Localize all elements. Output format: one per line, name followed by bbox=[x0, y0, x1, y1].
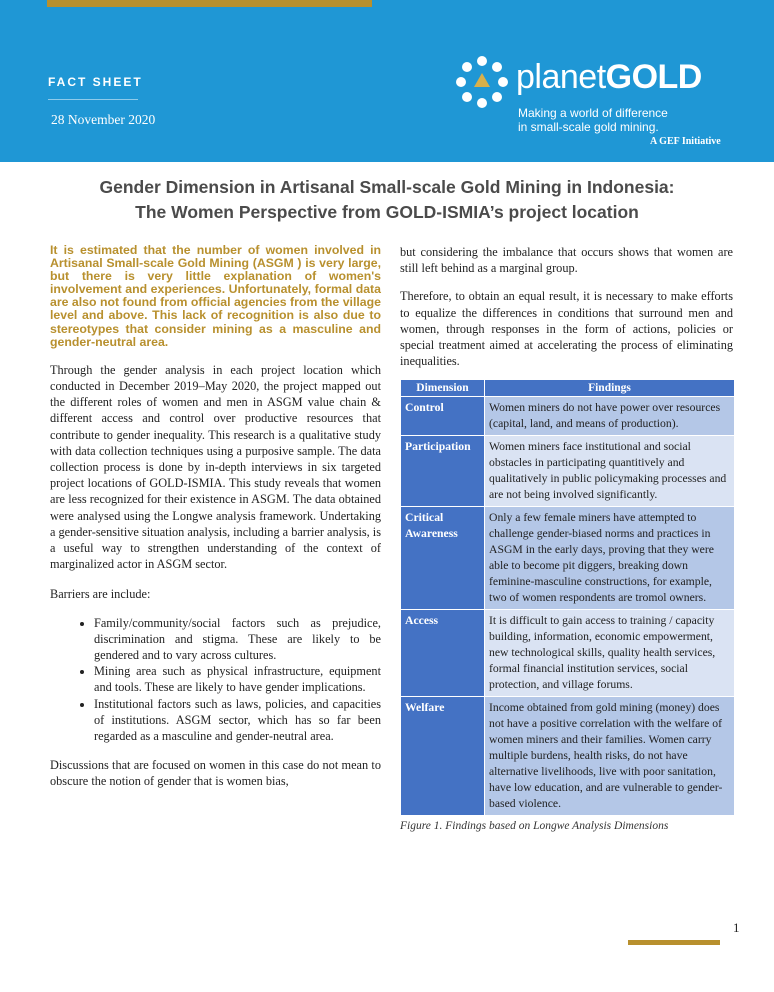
finding-cell: It is difficult to gain access to training / capacity building, information, economic empowerment, new technological skills, quality health services, formal financial institution services, social protection, and village forums. bbox=[485, 610, 735, 697]
label-divider bbox=[48, 99, 138, 100]
finding-cell: Only a few female miners have attempted to challenge gender-biased norms and practices in ASGM in the early days, proving that they were able to become pit diggers, breaking down feminine-masculine constructions, for example, two of women respondents are tromol owners. bbox=[485, 507, 735, 610]
table-row bbox=[401, 436, 735, 507]
list-item: • Mining area such as physical infrastructure, equipment and tools. These are likely to have gender implications. bbox=[94, 663, 381, 695]
gold-accent-bar bbox=[47, 0, 372, 7]
longwe-findings-table bbox=[400, 379, 735, 816]
logo-wordmark bbox=[516, 58, 702, 97]
table-header-row bbox=[401, 380, 735, 397]
tagline-line-1: Making a world of difference bbox=[518, 106, 668, 120]
logo-text-gold: GOLD bbox=[605, 58, 702, 96]
barriers-intro: Barriers are include: bbox=[50, 587, 151, 602]
planetgold-logo-icon bbox=[455, 55, 509, 109]
publication-date: 28 November 2020 bbox=[51, 112, 156, 127]
left-column bbox=[50, 244, 381, 790]
list-item: • Family/community/social factors such as prejudice, discrimination and stigma. These are likely to be gendered and to vary across cultures. bbox=[94, 615, 381, 664]
finding-cell: Women miners face institutional and social obstacles in participating quantitively and qualitatively in public policymaking processes and are not being involved significantly. bbox=[485, 436, 735, 507]
table-row bbox=[401, 610, 735, 697]
dimension-cell: Critical Awareness bbox=[401, 507, 485, 610]
footer-gold-bar bbox=[628, 940, 720, 945]
column-header-dimension: Dimension bbox=[401, 380, 485, 397]
logo-text-planet: planet bbox=[516, 58, 606, 96]
page-number: 1 bbox=[733, 920, 740, 935]
body-paragraph-1: Through the gender analysis in each project location which conducted in December 2019–May 2020, the project mapped out the different roles of women and men in ASGM value chain & different access and control over productive resources that contribute to gender inequality. This research is a qualitative study with data collection techniques using a purposive sample. The data collection process is done by in-depth interviews in six targeted project locations of GOLD-ISMIA. This study reveals that women are less recognized for their existence in ASGM. The data obtained were analysed using the Longwe analysis framework. Undertaking a gender-sensitive situation analysis, including a barrier analysis, is a useful way to strengthen understanding of the context of marginalized actor in ASGM sector. bbox=[50, 362, 382, 572]
title-line-1: Gender Dimension in Artisanal Small-scale Gold Mining in Indonesia: bbox=[99, 177, 675, 197]
column-header-findings: Findings bbox=[485, 380, 735, 397]
finding-cell: Women miners do not have power over resources (capital, land, and means of production). bbox=[485, 397, 735, 436]
abstract-highlight: It is estimated that the number of women involved in Artisanal Small-scale Gold Mining (ASGM ) is very large, but there is very little explanation of women's involvement and experiences. Unfortunately, formal data are also not found from official agencies from the village level and above. This lack of recognition is also due to stereotypes that consider mining as a masculine and gender-neutral area. bbox=[50, 243, 381, 349]
barriers-list bbox=[50, 615, 381, 745]
list-item: • Institutional factors such as laws, policies, and capacities of institutions. ASGM sector, which has so far been regarded as a masculine and gender-neutral area. bbox=[94, 696, 381, 745]
fact-sheet-label: FACT SHEET bbox=[48, 75, 143, 89]
dimension-cell: Access bbox=[401, 610, 485, 697]
figure-caption: Figure 1. Findings based on Longwe Analysis Dimensions bbox=[400, 820, 669, 833]
table-row bbox=[401, 507, 735, 610]
body-paragraph-2: Discussions that are focused on women in this case do not mean to obscure the notion of gender that is women bias, bbox=[50, 758, 381, 789]
dimension-cell: Welfare bbox=[401, 697, 485, 816]
header-banner bbox=[0, 0, 774, 162]
tagline-line-2: in small-scale gold mining. bbox=[518, 120, 659, 134]
finding-cell: Income obtained from gold mining (money) does not have a positive correlation with the welfare of women miners and their families. Women carry multiple burdens, health risks, do not have alternative livelihoods, live with poor sanitation, have low education, and are vulnerable to gender-based violence. bbox=[485, 697, 735, 816]
title-line-2: The Women Perspective from GOLD-ISMIA’s project location bbox=[135, 202, 639, 222]
dimension-cell: Participation bbox=[401, 436, 485, 507]
logo-tagline bbox=[518, 106, 718, 134]
document-title bbox=[40, 175, 734, 225]
right-column bbox=[400, 244, 733, 832]
body-paragraph-3: but considering the imbalance that occurs shows that women are still left behind as a marginal group. bbox=[400, 245, 733, 276]
dimension-cell: Control bbox=[401, 397, 485, 436]
table-row bbox=[401, 397, 735, 436]
body-paragraph-4: Therefore, to obtain an equal result, it is necessary to make efforts to equalize the differences in conditions that surround men and women, through responses in the form of actions, policies or special treatment aimed at accelerating the process of eliminating inequalities. bbox=[400, 289, 733, 369]
table-row bbox=[401, 697, 735, 816]
gef-initiative-label: A GEF Initiative bbox=[650, 136, 721, 147]
